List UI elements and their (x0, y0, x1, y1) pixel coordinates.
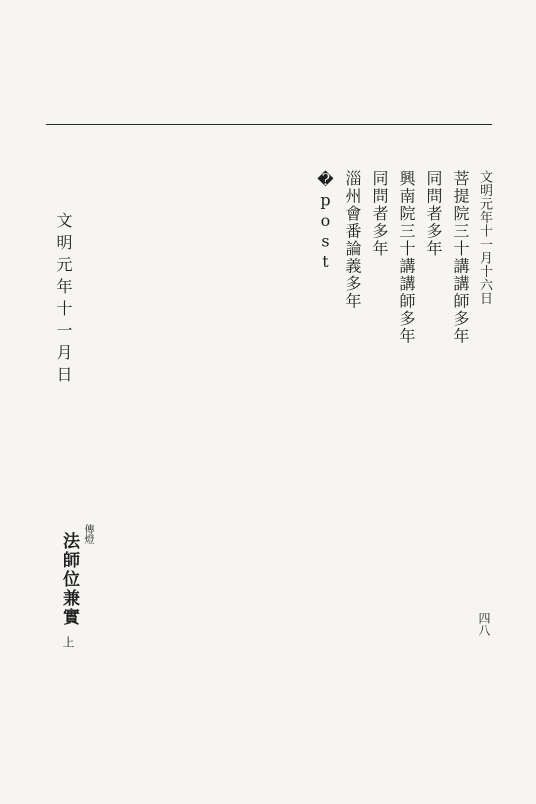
list-item: 同問者多年 (370, 170, 389, 258)
list-item: 興南院三十講講師多年 (397, 170, 416, 345)
signature-suffix: 上 (61, 636, 75, 648)
list-item: �post (316, 170, 335, 273)
list-item: 菩提院三十講講師多年 (451, 170, 470, 345)
list-item: 淄州會番論義多年 (343, 170, 362, 310)
list-item: 同問者多年 (424, 170, 443, 258)
signature-name: 法師位兼實 (59, 532, 79, 627)
header-rule (46, 124, 492, 125)
closing-date: 文明元年十一月日 (54, 212, 73, 388)
signature-prefix: 傳燈 (82, 524, 93, 544)
page-number: 四八 (477, 612, 491, 636)
date-header: 文明元年十一月十六日 (477, 170, 492, 305)
